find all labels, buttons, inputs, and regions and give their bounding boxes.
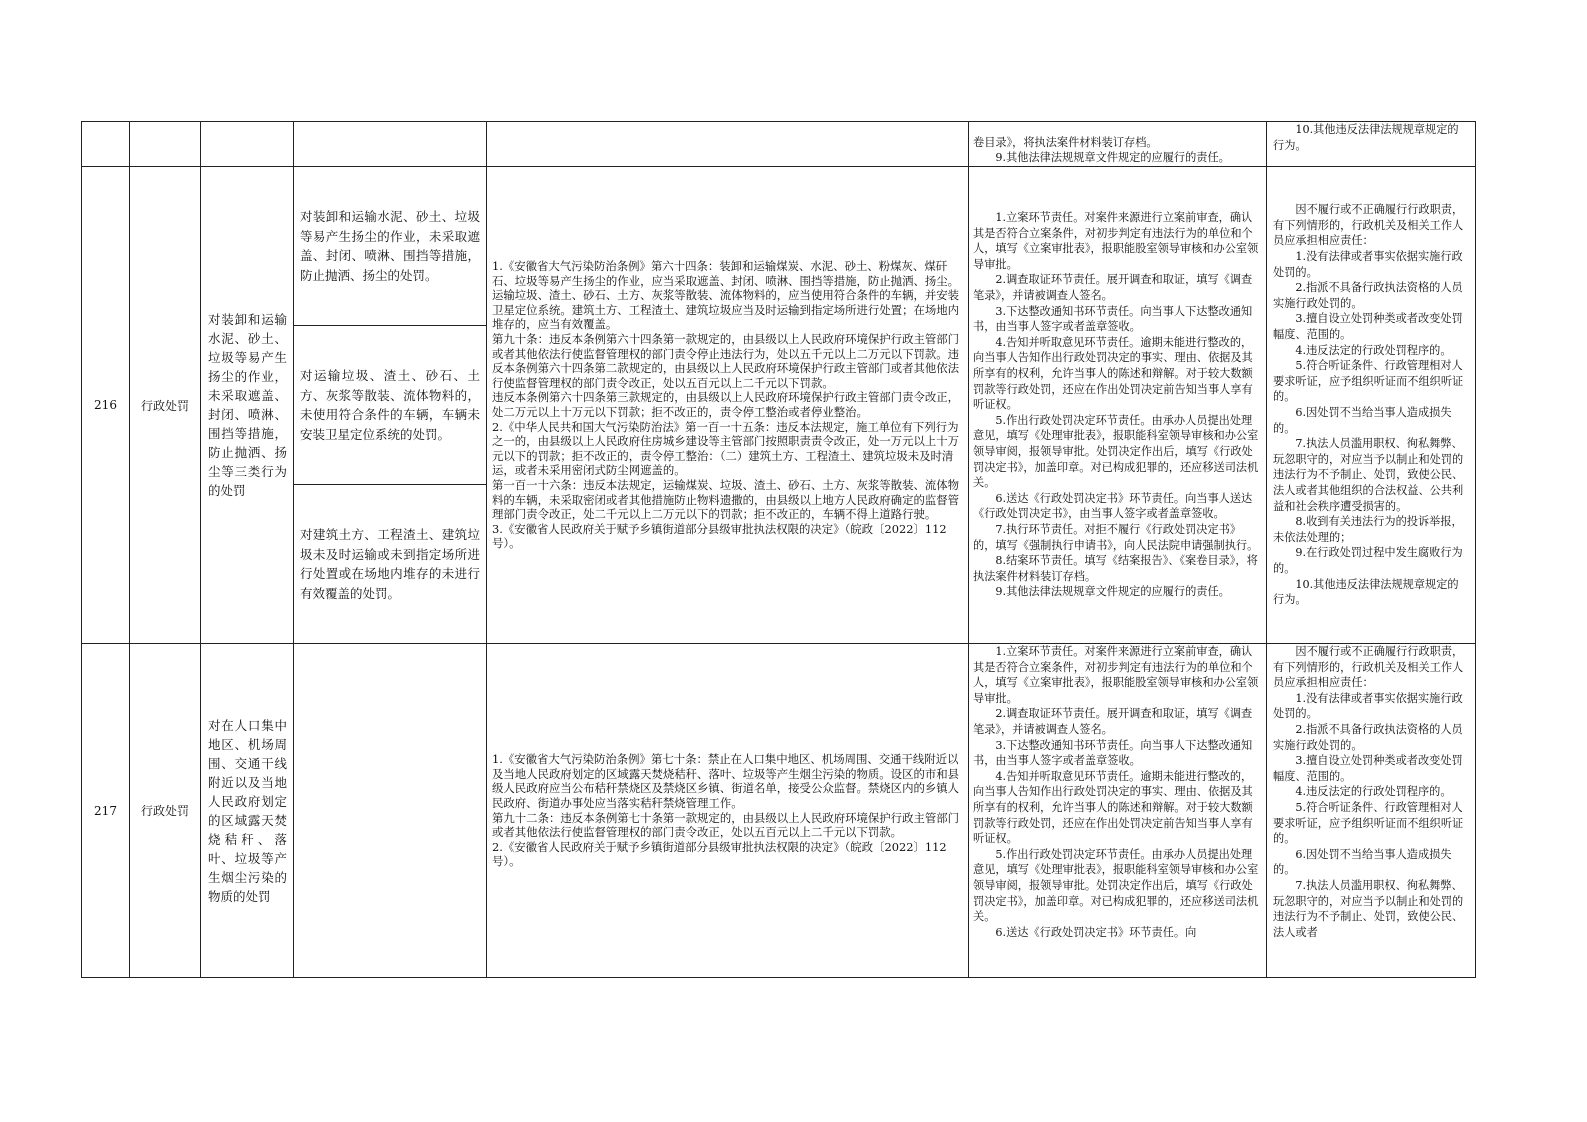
step-text: 5.作出行政处罚决定环节责任。由承办人员提出处理意见，填写《处理审批表》，报职能科室领导审核和办公室领导审阅，报领导审批。处罚决定作出后，填写《行政处罚决定书》，加盖印章。对已构成犯罪的，还应移送司法机关。 — [973, 847, 1259, 924]
table-row-217 — [82, 644, 1476, 978]
duty-text: 8.收到有关违法行为的投诉举报，未依法处理的； — [1273, 515, 1463, 544]
basis-text: 违反本条例第六十四条第三款规定的，由县级以上人民政府环境保护行政主管部门责令改正，处二万元以上十万元以下罚款；拒不改正的，责令停工整治或者停业整治。 — [492, 390, 960, 419]
step-text: 2.调查取证环节责任。展开调查和取证，填写《调查笔录》，并请被调查人签名。 — [973, 273, 1253, 303]
cell-basis — [487, 644, 969, 978]
duty-text: 因不履行或不正确履行行政职责，有下列情形的，行政机关及相关工作人员应承担相应责任： — [1273, 645, 1464, 690]
cell-sub-item: 对运输垃圾、渣土、砂石、土方、灰浆等散装、流体物料的，未使用符合条件的车辆，车辆未安装卫星定位系统的处罚。 — [294, 326, 487, 485]
duty-text: 5.符合听证条件、行政管理相对人要求听证，应予组织听证而不组织听证的。 — [1273, 359, 1464, 404]
basis-text: 2.《中华人民共和国大气污染防治法》第一百一十五条：违反本法规定，施工单位有下列行为之一的，由县级以上人民政府住房城乡建设等主管部门按照职责责令改正，处一万元以上十万元以下的罚款；拒不改正的，责令停工整治：（二）建筑土方、工程渣土、建筑垃圾未及时清运，或者未采用密闭式防尘网遮盖的。 — [492, 419, 960, 478]
step-text: 8.结案环节责任。填写《结案报告》、《案卷目录》，将执法案件材料装订存档。 — [973, 554, 1258, 583]
cell-number: 216 — [82, 167, 130, 644]
cell-sub-item: 对装卸和运输水泥、砂土、垃圾等易产生扬尘的作业，未采取遮盖、封闭、喷淋、围挡等措施，防止抛洒、扬尘的处罚。 — [294, 167, 487, 326]
step-text: 1.立案环节责任。对案件来源进行立案前审查，确认其是否符合立案条件，对初步判定有违法行为的单位和个人，填写《立案审批表》，报职能股室领导审核和办公室领导审批。 — [973, 211, 1259, 271]
duty-text: 因不履行或不正确履行行政职责，有下列情形的，行政机关及相关工作人员应承担相应责任： — [1273, 203, 1464, 248]
basis-text: 1.《安徽省大气污染防治条例》第六十四条：装卸和运输煤炭、水泥、砂土、粉煤灰、煤矸石、垃圾等易产生扬尘的作业，应当采取遮盖、封闭、喷淋、围挡等措施，防止抛洒、扬尘。运输垃圾、渣土、砂石、土方、灰浆等散装、流体物料的，应当使用符合条件的车辆，并安装卫星定位系统。建筑土方、工程渣土、建筑垃圾应当及时运输到指定场所进行处置；在场地内堆存的，应当有效覆盖。 — [492, 259, 960, 332]
step-text: 4.告知并听取意见环节责任。逾期未能进行整改的，向当事人告知作出行政处罚决定的事实、理由、依据及其所享有的权利，允许当事人的陈述和辩解。对于较大数额罚款等行政处罚，还应在作出处罚决定前告知当事人享有听证权。 — [973, 335, 1253, 412]
duty-text: 1.没有法律或者事实依据实施行政处罚的。 — [1273, 250, 1463, 279]
duty-text: 1.没有法律或者事实依据实施行政处罚的。 — [1273, 691, 1463, 721]
cell-steps — [969, 167, 1267, 644]
duty-text: 2.指派不具备行政执法资格的人员实施行政处罚的。 — [1273, 722, 1463, 752]
duty-text: 3.擅自设立处罚种类或者改变处罚幅度、范围的。 — [1273, 312, 1463, 342]
step-text: 9.其他法律法规规章文件规定的应履行的责任。 — [995, 151, 1230, 165]
step-text: 4.告知并听取意见环节责任。逾期未能进行整改的，向当事人告知作出行政处罚决定的事实、理由、依据及其所享有的权利，允许当事人的陈述和辩解。对于较大数额罚款等行政处罚，还应在作出处罚决定前告知当事人享有听证权。 — [973, 769, 1253, 846]
duty-text: 6.因处罚不当给当事人造成损失的。 — [1273, 847, 1452, 877]
power-list-table — [81, 121, 1476, 978]
duty-text: 10.其他违反法律法规规章规定的行为。 — [1273, 123, 1459, 152]
step-text: 3.下达整改通知书环节责任。向当事人下达整改通知书，由当事人签字或者盖章签收。 — [973, 304, 1253, 334]
table-row-216-a — [82, 167, 1476, 326]
step-text: 2.调查取证环节责任。展开调查和取证，填写《调查笔录》，并请被调查人签名。 — [973, 707, 1253, 736]
cell-basis — [487, 167, 969, 644]
step-text: 6.送达《行政处罚决定书》环节责任。向 — [995, 925, 1197, 939]
cell-category: 行政处罚 — [130, 644, 201, 978]
cell-number: 217 — [82, 644, 130, 978]
basis-text: 第一百一十六条：违反本法规定，运输煤炭、垃圾、渣土、砂石、土方、灰浆等散装、流体物料的车辆，未采取密闭或者其他措施防止物料遗撒的，由县级以上地方人民政府确定的监督管理部门责令改正，处二千元以上二万元以下的罚款；拒不改正的，车辆不得上道路行驶。 — [492, 477, 960, 522]
cell-duty — [1267, 644, 1476, 978]
duty-text: 2.指派不具备行政执法资格的人员实施行政处罚的。 — [1273, 281, 1463, 310]
duty-text: 10.其他违反法律法规规章规定的行为。 — [1273, 577, 1459, 607]
basis-text: 3.《安徽省人民政府关于赋予乡镇街道部分县级审批执法权限的决定》（皖政〔2022〕112号）。 — [492, 521, 947, 551]
step-text: 6.送达《行政处罚决定书》环节责任。向当事人送达《行政处罚决定书》，由当事人签字或者盖章签收。 — [973, 491, 1253, 521]
step-text: 9.其他法律法规规章文件规定的应履行的责任。 — [995, 585, 1230, 599]
cell-category: 行政处罚 — [130, 167, 201, 644]
duty-text: 7.执法人员滥用职权、徇私舞弊、玩忽职守的，对应当予以制止和处罚的违法行为不予制止、处罚，致使公民、法人或者其他组织的合法权益、公共利益和社会秩序遭受损害的。 — [1273, 437, 1464, 513]
basis-text: 第九十条：违反本条例第六十四条第一款规定的，由县级以上人民政府环境保护行政主管部门或者其他依法行使监督管理权的部门责令停止违法行为，处以五千元以上二万元以下罚款。违反本条例第六十四条第二款规定的，由县级以上人民政府环境保护行政主管部门或者其他依法行使监督管理权的部门责令改正，处以五百元以上二千元以下罚款。 — [492, 332, 960, 390]
cell-steps — [969, 644, 1267, 978]
duty-text: 7.执法人员滥用职权、徇私舞弊、玩忽职守的，对应当予以制止和处罚的违法行为不予制止、处罚，致使公民、法人或者 — [1273, 878, 1464, 939]
duty-text: 4.违反法定的行政处罚程序的。 — [1295, 785, 1452, 799]
cell-item: 对装卸和运输水泥、砂土、垃圾等易产生扬尘的作业，未采取遮盖、封闭、喷淋、围挡等措施，防止抛洒、扬尘等三类行为的处罚 — [201, 167, 294, 644]
step-text: 1.立案环节责任。对案件来源进行立案前审查，确认其是否符合立案条件，对初步判定有违法行为的单位和个人，填写《立案审批表》，报职能股室领导审核和办公室领导审批。 — [973, 645, 1259, 705]
cell-sub-item — [294, 122, 487, 167]
duty-text: 9.在行政处罚过程中发生腐败行为的。 — [1273, 546, 1463, 575]
cell-duty — [1267, 167, 1476, 644]
step-text: 5.作出行政处罚决定环节责任。由承办人员提出处理意见，填写《处理审批表》，报职能科室领导审核和办公室领导审阅，报领导审批。处罚决定作出后，填写《行政处罚决定书》，加盖印章。对已构成犯罪的，还应移送司法机关。 — [973, 413, 1259, 490]
step-text: 3.下达整改通知书环节责任。向当事人下达整改通知书，由当事人签字或者盖章签收。 — [973, 738, 1253, 768]
cell-category — [130, 122, 201, 167]
cell-sub-item — [294, 644, 487, 978]
cell-basis — [487, 122, 969, 167]
duty-text: 4.违反法定的行政处罚程序的。 — [1295, 343, 1452, 357]
cell-item: 对在人口集中地区、机场周围、交通干线附近以及当地人民政府划定的区域露天焚烧秸秆、落叶、垃圾等产生烟尘污染的物质的处罚 — [201, 644, 294, 978]
basis-text: 第九十二条：违反本条例第七十条第一款规定的，由县级以上人民政府环境保护行政主管部门或者其他依法行使监督管理权的部门责令改正，处以五百元以上二千元以下罚款。 — [492, 810, 960, 840]
duty-text: 5.符合听证条件、行政管理相对人要求听证，应予组织听证而不组织听证的。 — [1273, 800, 1464, 846]
duty-text: 3.擅自设立处罚种类或者改变处罚幅度、范围的。 — [1273, 754, 1463, 783]
step-text: 7.执行环节责任。对拒不履行《行政处罚决定书》的，填写《强制执行申请书》，向人民法院申请强制执行。 — [973, 522, 1259, 552]
basis-text: 2.《安徽省人民政府关于赋予乡镇街道部分县级审批执法权限的决定》（皖政〔2022〕112号）。 — [492, 839, 947, 869]
cell-steps — [969, 122, 1267, 167]
cell-sub-item: 对建筑土方、工程渣土、建筑垃圾未及时运输或未到指定场所进行处置或在场地内堆存的未进行有效覆盖的处罚。 — [294, 485, 487, 644]
table-row-continuation — [82, 122, 1476, 167]
basis-text: 1.《安徽省大气污染防治条例》第七十条：禁止在人口集中地区、机场周围、交通干线附近以及当地人民政府划定的区域露天焚烧秸秆、落叶、垃圾等产生烟尘污染的物质。设区的市和县级人民政府应当公布秸秆禁烧区及禁烧区乡镇、街道名单，接受公众监督。禁烧区内的乡镇人民政府、街道办事处应当落实秸秆禁烧管理工作。 — [492, 752, 960, 810]
cell-item — [201, 122, 294, 167]
duty-text: 6.因处罚不当给当事人造成损失的。 — [1273, 406, 1452, 435]
cell-duty — [1267, 122, 1476, 167]
cell-number — [82, 122, 130, 167]
step-text: 卷目录》，将执法案件材料装订存档。 — [973, 135, 1158, 149]
